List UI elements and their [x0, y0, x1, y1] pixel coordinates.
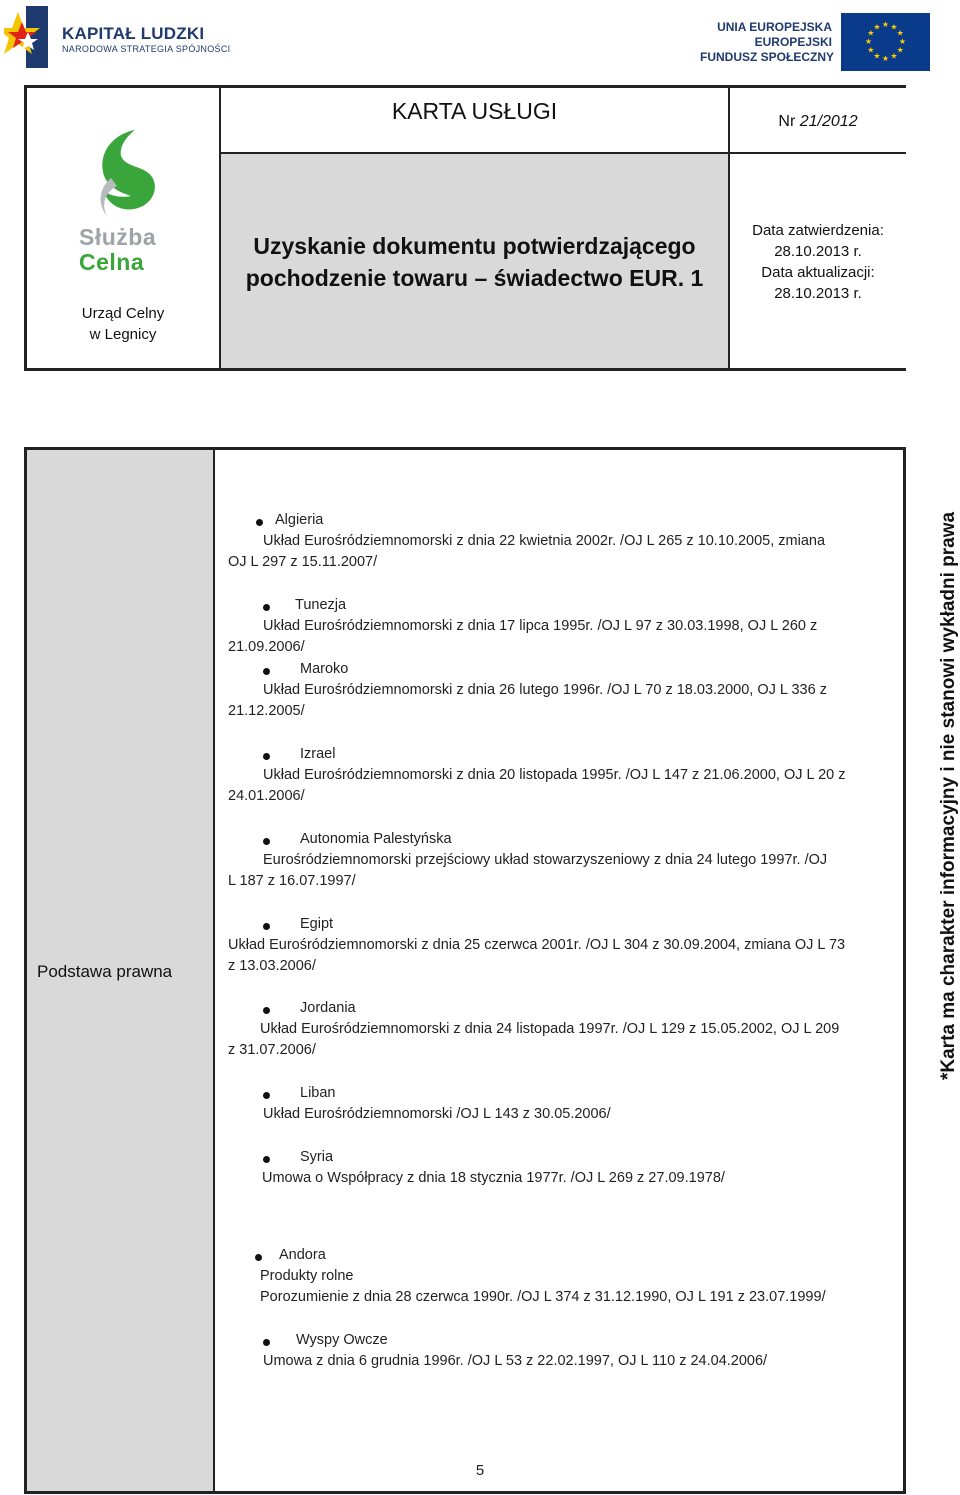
svg-text:★: ★ [873, 51, 881, 61]
country-name: Liban [300, 1085, 336, 1101]
svg-text:★: ★ [881, 54, 890, 63]
bullet-icon [263, 753, 270, 760]
eu-line-1: UNIA EUROPEJSKA [717, 20, 832, 34]
bullet-icon [263, 668, 270, 675]
bullet-icon [255, 1254, 262, 1261]
agreement-text-cont: z 31.07.2006/ [228, 1042, 316, 1058]
agreement-text: Układ Eurośródziemnomorski z dnia 24 listopada 1997r. /OJ L 129 z 15.05.2002, OJ L 209 [260, 1021, 840, 1037]
svg-text:★: ★ [873, 22, 881, 32]
svg-text:★: ★ [890, 51, 898, 61]
agreement-text: Porozumienie z dnia 28 czerwca 1990r. /OJ L 374 z 31.12.1990, OJ L 191 z 23.07.1999/ [260, 1289, 826, 1305]
agreement-text: Układ Eurośródziemnomorski /OJ L 143 z 30.05.2006/ [263, 1106, 611, 1122]
bullet-icon [263, 1007, 270, 1014]
updated-label: Data aktualizacji: [761, 264, 875, 281]
svg-text:★: ★ [890, 22, 898, 32]
agreement-text-cont: 21.09.2006/ [228, 639, 305, 655]
agreement-text: Eurośródziemnomorski przejściowy układ stowarzyszeniowy z dnia 24 lutego 1997r. /OJ [263, 852, 828, 868]
country-name: Andora [279, 1247, 326, 1263]
bullet-icon [263, 604, 270, 611]
agreement-text: Układ Eurośródziemnomorski z dnia 20 listopada 1995r. /OJ L 147 z 21.06.2000, OJ L 20 z [263, 767, 846, 783]
bullet-icon [263, 1339, 270, 1346]
country-name: Izrael [300, 746, 336, 762]
legal-basis-label: Podstawa prawna [37, 962, 173, 981]
agreement-text: Układ Eurośródziemnomorski z dnia 17 lipca 1995r. /OJ L 97 z 30.03.1998, OJ L 260 z [263, 618, 818, 634]
service-name-line-1: Uzyskanie dokumentu potwierdzającego [253, 233, 696, 259]
agreement-text-cont: L 187 z 16.07.1997/ [228, 873, 356, 889]
country-name: Syria [300, 1149, 334, 1165]
agreement-subject: Produkty rolne [260, 1268, 354, 1284]
agreement-text-cont: z 13.03.2006/ [228, 958, 316, 974]
kapital-ludzki-subtitle: NARODOWA STRATEGIA SPÓJNOŚCI [62, 44, 231, 54]
country-name: Wyspy Owcze [296, 1332, 388, 1348]
office-line-2: w Legnicy [89, 326, 157, 343]
svg-text:★: ★ [864, 37, 873, 46]
card-title: KARTA USŁUGI [391, 98, 558, 124]
svg-text:★: ★ [867, 28, 875, 38]
agreement-text-cont: OJ L 297 z 15.11.2007/ [228, 554, 378, 570]
svg-text:★: ★ [896, 45, 904, 55]
agreement-text: Układ Eurośródziemnomorski z dnia 26 lutego 1996r. /OJ L 70 z 18.03.2000, OJ L 336 z [263, 682, 827, 698]
eu-line-2: EUROPEJSKI [754, 35, 832, 49]
card-number-prefix: Nr [778, 113, 796, 130]
office-line-1: Urząd Celny [81, 305, 165, 322]
eu-line-3: FUNDUSZ SPOŁECZNY [700, 50, 835, 64]
card-number-value: 21/2012 [799, 113, 858, 130]
country-name: Autonomia Palestyńska [300, 831, 452, 847]
service-logo-word1: Służba [79, 224, 157, 250]
country-name: Maroko [300, 661, 349, 677]
disclaimer-side-note [936, 511, 960, 1082]
kapital-ludzki-title: KAPITAŁ LUDZKI [62, 24, 205, 43]
svg-text:★: ★ [867, 45, 875, 55]
service-logo-word2: Celna [79, 249, 145, 275]
bullet-icon [256, 519, 263, 526]
country-name: Algieria [275, 512, 324, 528]
agreement-text: Umowa z dnia 6 grudnia 1996r. /OJ L 53 z 22.02.1997, OJ L 110 z 24.04.2006/ [263, 1353, 768, 1369]
agreement-text: Umowa o Współpracy z dnia 18 stycznia 1977r. /OJ L 269 z 27.09.1978/ [262, 1170, 725, 1186]
agreement-text-cont: 24.01.2006/ [228, 788, 305, 804]
svg-text:★: ★ [898, 37, 907, 46]
page-number: 5 [475, 1462, 485, 1479]
svg-text:★: ★ [881, 20, 890, 29]
updated-date: 28.10.2013 r. [774, 285, 862, 302]
approved-date: 28.10.2013 r. [774, 243, 862, 260]
agreement-text-cont: 21.12.2005/ [228, 703, 305, 719]
disclaimer-text: *Karta ma charakter informacyjny i nie stanowi wykładni prawa [938, 511, 959, 1080]
bullet-icon [263, 923, 270, 930]
bullet-icon [263, 1092, 270, 1099]
agreement-text: Układ Eurośródziemnomorski z dnia 22 kwietnia 2002r. /OJ L 265 z 10.10.2005, zmiana [263, 533, 826, 549]
country-name: Egipt [300, 916, 334, 932]
approved-label: Data zatwierdzenia: [752, 222, 884, 239]
bullet-icon [263, 838, 270, 845]
country-name: Jordania [300, 1000, 356, 1016]
bullet-icon [263, 1156, 270, 1163]
svg-text:★: ★ [896, 28, 904, 38]
country-name: Tunezja [295, 597, 347, 613]
service-name-line-2: pochodzenie towaru – świadectwo EUR. 1 [245, 265, 704, 291]
agreement-text: Układ Eurośródziemnomorski z dnia 25 czerwca 2001r. /OJ L 304 z 30.09.2004, zmiana OJ L 73 [228, 937, 846, 953]
